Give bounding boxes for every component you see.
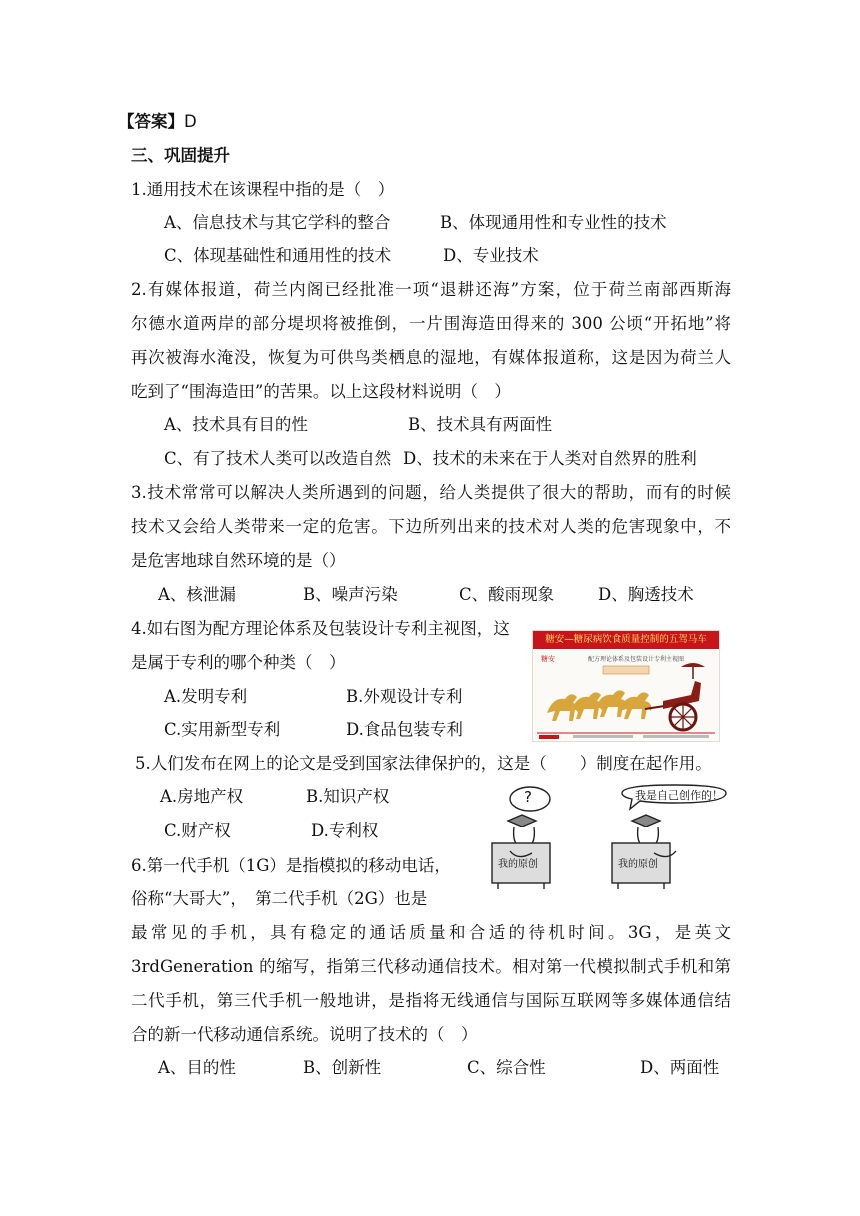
figure-banner: 糖安—糖尿病饮食质量控制的五驾马车 xyxy=(533,631,719,649)
q5-option-a: A.房地产权 xyxy=(160,787,244,806)
answer-line xyxy=(118,111,197,133)
sign-left: 我的原创 xyxy=(498,859,538,870)
q4-option-c: C.实用新型专利 xyxy=(164,720,281,739)
q1-stem: 1.通用技术在该课程中指的是（ ） xyxy=(131,180,395,199)
answer-value: D xyxy=(184,112,197,131)
q3-line-2: 技术又会给人类带来一定的危害。下边所列出来的技术对人类的危害现象中，不 xyxy=(131,517,731,536)
q4-option-a: A.发明专利 xyxy=(164,687,248,706)
q4-option-b: B.外观设计专利 xyxy=(346,687,463,706)
speech-bubble-text: 我是自己创作的！ xyxy=(635,789,723,802)
q4-line-2: 是属于专利的哪个种类（ ） xyxy=(131,653,346,672)
q6-option-a: A、目的性 xyxy=(158,1058,236,1077)
q2-option-b: B、技术具有两面性 xyxy=(408,415,553,434)
sign-right: 我的原创 xyxy=(618,859,658,870)
q3-line-1: 3.技术常常可以解决人类所遇到的问题，给人类提供了很大的帮助，而有的时候 xyxy=(131,483,731,502)
patent-figure xyxy=(532,630,720,742)
horse-chariot-illustration xyxy=(533,631,719,741)
q5-stem: 5.人们发布在网上的论文是受到国家法律保护的，这是（ ）制度在起作用。 xyxy=(135,754,712,773)
q3-option-c: C、酸雨现象 xyxy=(459,585,555,604)
q5-option-b: B.知识产权 xyxy=(306,787,390,806)
q1-option-c: C、体现基础性和通用性的技术 xyxy=(164,246,392,265)
q6-line-3: 最常见的手机，具有稳定的通话质量和合适的待机时间。3G，是英文 xyxy=(131,923,731,942)
q3-option-d: D、胸透技术 xyxy=(598,585,694,604)
q1-option-b: B、体现通用性和专业性的技术 xyxy=(440,213,667,232)
figure-logo: 糖安 xyxy=(541,655,555,663)
q4-line-1: 4.如右图为配方理论体系及包装设计专利主视图，这 xyxy=(131,619,510,638)
q2-option-c: C、有了技术人类可以改造自然 xyxy=(164,449,392,468)
q6-line-1: 6.第一代手机（1G）是指模拟的移动电话， xyxy=(131,856,451,875)
q6-line-2: 俗称“大哥大”， 第二代手机（2G）也是 xyxy=(131,889,428,908)
q2-line-1: 2.有媒体报道，荷兰内阁已经批准一项“退耕还海”方案，位于荷兰南部西斯海 xyxy=(131,280,731,299)
q6-line-5: 二代手机，第三代手机一般地讲，是指将无线通信与国际互联网等多媒体通信结 xyxy=(131,991,731,1010)
q5-option-d: D.专利权 xyxy=(311,821,379,840)
q4-option-d: D.食品包装专利 xyxy=(346,720,463,739)
q6-line-4: 3rdGeneration 的缩写，指第三代移动通信技术。相对第一代模拟制式手机和第 xyxy=(131,957,731,976)
question-mark-bubble: ? xyxy=(524,788,532,806)
copyright-cartoon xyxy=(472,783,730,891)
q3-option-b: B、噪声污染 xyxy=(303,585,398,604)
q6-option-b: B、创新性 xyxy=(303,1058,382,1077)
q1-option-a: A、信息技术与其它学科的整合 xyxy=(164,213,391,232)
q2-line-2: 尔德水道两岸的部分堤坝将被推倒，一片围海造田得来的 300 公顷“开拓地”将 xyxy=(131,314,731,333)
answer-label: 【答案】 xyxy=(118,112,184,131)
q6-option-d: D、两面性 xyxy=(640,1058,720,1077)
figure-subtitle: 配方理论体系及包装设计专利主视图 xyxy=(588,656,685,663)
q6-line-6: 合的新一代移动通信系统。说明了技术的（ ） xyxy=(131,1025,478,1044)
q1-option-d: D、专业技术 xyxy=(443,246,539,265)
q2-line-4: 吃到了“围海造田”的苦果。以上这段材料说明（ ） xyxy=(131,382,511,401)
q2-option-a: A、技术具有目的性 xyxy=(164,415,308,434)
q3-line-3: 是危害地球自然环境的是（） xyxy=(131,551,346,570)
q2-line-3: 再次被海水淹没，恢复为可供鸟类栖息的湿地，有媒体报道称，这是因为荷兰人 xyxy=(131,348,731,367)
q6-option-c: C、综合性 xyxy=(467,1058,546,1077)
section-title: 三、巩固提升 xyxy=(131,146,230,165)
q2-option-d: D、技术的未来在于人类对自然界的胜利 xyxy=(403,449,697,468)
q3-option-a: A、核泄漏 xyxy=(158,585,236,604)
q5-option-c: C.财产权 xyxy=(164,821,231,840)
